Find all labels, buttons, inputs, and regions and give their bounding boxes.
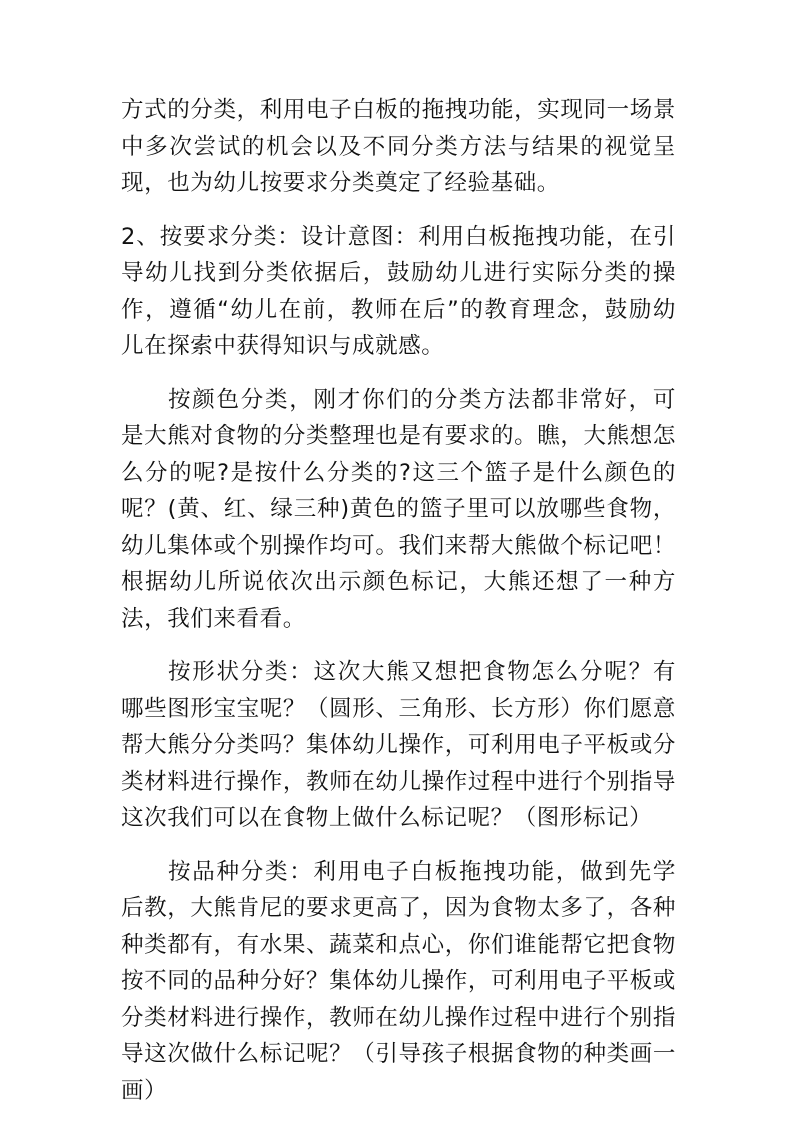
paragraph-shape-sorting: 按形状分类：这次大熊又想把食物怎么分呢？有哪些图形宝宝呢？（圆形、三角形、长方形）你们愿意帮大熊分分类吗？集体幼儿操作，可利用电子平板或分类材料进行操作，教师在幼儿操作过程中进行个别指导这次我们可以在食物上做什么标记呢？（图形标记） xyxy=(121,659,676,831)
paragraph-section-2: 2、按要求分类：设计意图：利用白板拖拽功能，在引导幼儿找到分类依据后，鼓励幼儿进行实际分类的操作，遵循“幼儿在前，教师在后”的教育理念，鼓励幼儿在探索中获得知识与成就感。 xyxy=(121,223,676,359)
paragraph-color-sorting: 按颜色分类，刚才你们的分类方法都非常好，可是大熊对食物的分类整理也是有要求的。瞧，大熊想怎么分的呢?是按什么分类的?这三个篮子是什么颜色的呢？(黄、红、绿三种)黄色的篮子里可以放哪些食物，幼儿集体或个别操作均可。我们来帮大熊做个标记吧！根据幼儿所说依次出示颜色标记，大熊还想了一种方法，我们来看看。 xyxy=(121,386,676,632)
document-body xyxy=(121,92,676,1109)
paragraph-variety-sorting: 按品种分类：利用电子白板拖拽功能，做到先学后教，大熊肯尼的要求更高了，因为食物太多了，各种种类都有，有水果、蔬菜和点心，你们谁能帮它把食物按不同的品种分好？集体幼儿操作，可利用电子平板或分类材料进行操作，教师在幼儿操作过程中进行个别指导这次做什么标记呢？（引导孩子根据食物的种类画一画） xyxy=(121,858,676,1104)
paragraph-continuation: 方式的分类，利用电子白板的拖拽功能，实现同一场景中多次尝试的机会以及不同分类方法与结果的视觉呈现，也为幼儿按要求分类奠定了经验基础。 xyxy=(121,97,676,196)
